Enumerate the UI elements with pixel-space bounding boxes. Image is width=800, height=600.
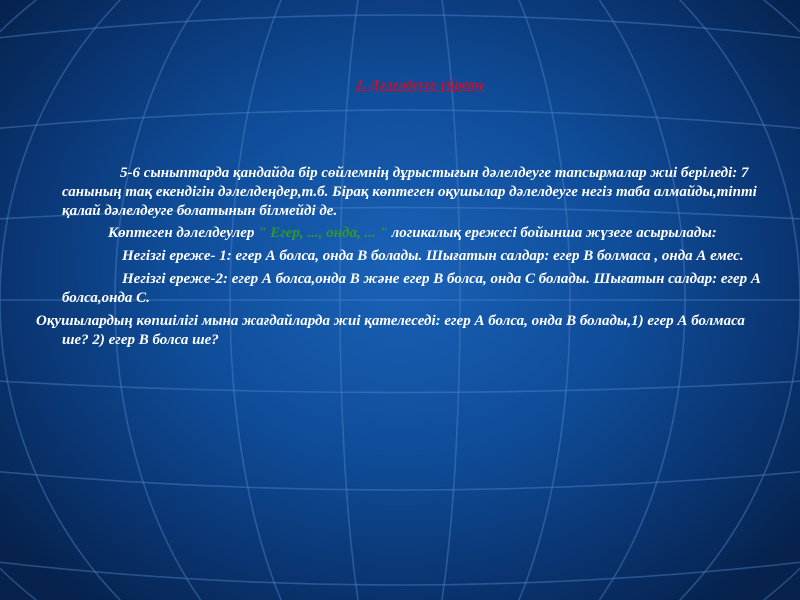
paragraph-common-mistakes: Оқушылардың көпшілігі мына жағдайларда жиі қателеседі: егер А болса, онда В болады,1) егер А болмаса ше? 2) егер В болса ше? <box>36 313 745 348</box>
paragraph-intro: 5-6 сыныптарда қандайда бір сөйлемнің дұрыстығын дәлелдеуге тапсырмалар жиі беріледі: 7 санының тақ екендігін дәлелдеңдер,т.б. Бірақ көптеген оқушылар дәлелдеуге негіз таба алмайды,тіпті қалай дәлелдеуге болатынын білмейді де. <box>62 165 757 219</box>
paragraph-logic-rule <box>62 224 766 243</box>
logic-rule-text-after: логикалық ережесі бойынша жүзеге асырылады: <box>387 225 717 241</box>
logic-rule-text-before: Көптеген дәлелдеулер <box>108 225 259 241</box>
paragraph-rule-1: Негізгі ереже- 1: егер А болса, онда В болады. Шығатын салдар: егер В болмаса , онда А емес. <box>122 248 744 264</box>
slide-title: 2. Дәлелдеуге үйрету <box>355 78 485 93</box>
slide-body <box>36 164 766 350</box>
logic-rule-highlight: " Егер, ..., онда, ... " <box>258 225 388 241</box>
paragraph-rule-2: Негізгі ереже-2: егер А болса,онда В және егер В болса, онда С болады. Шығатын салдар: егер А болса,онда С. <box>62 271 761 306</box>
